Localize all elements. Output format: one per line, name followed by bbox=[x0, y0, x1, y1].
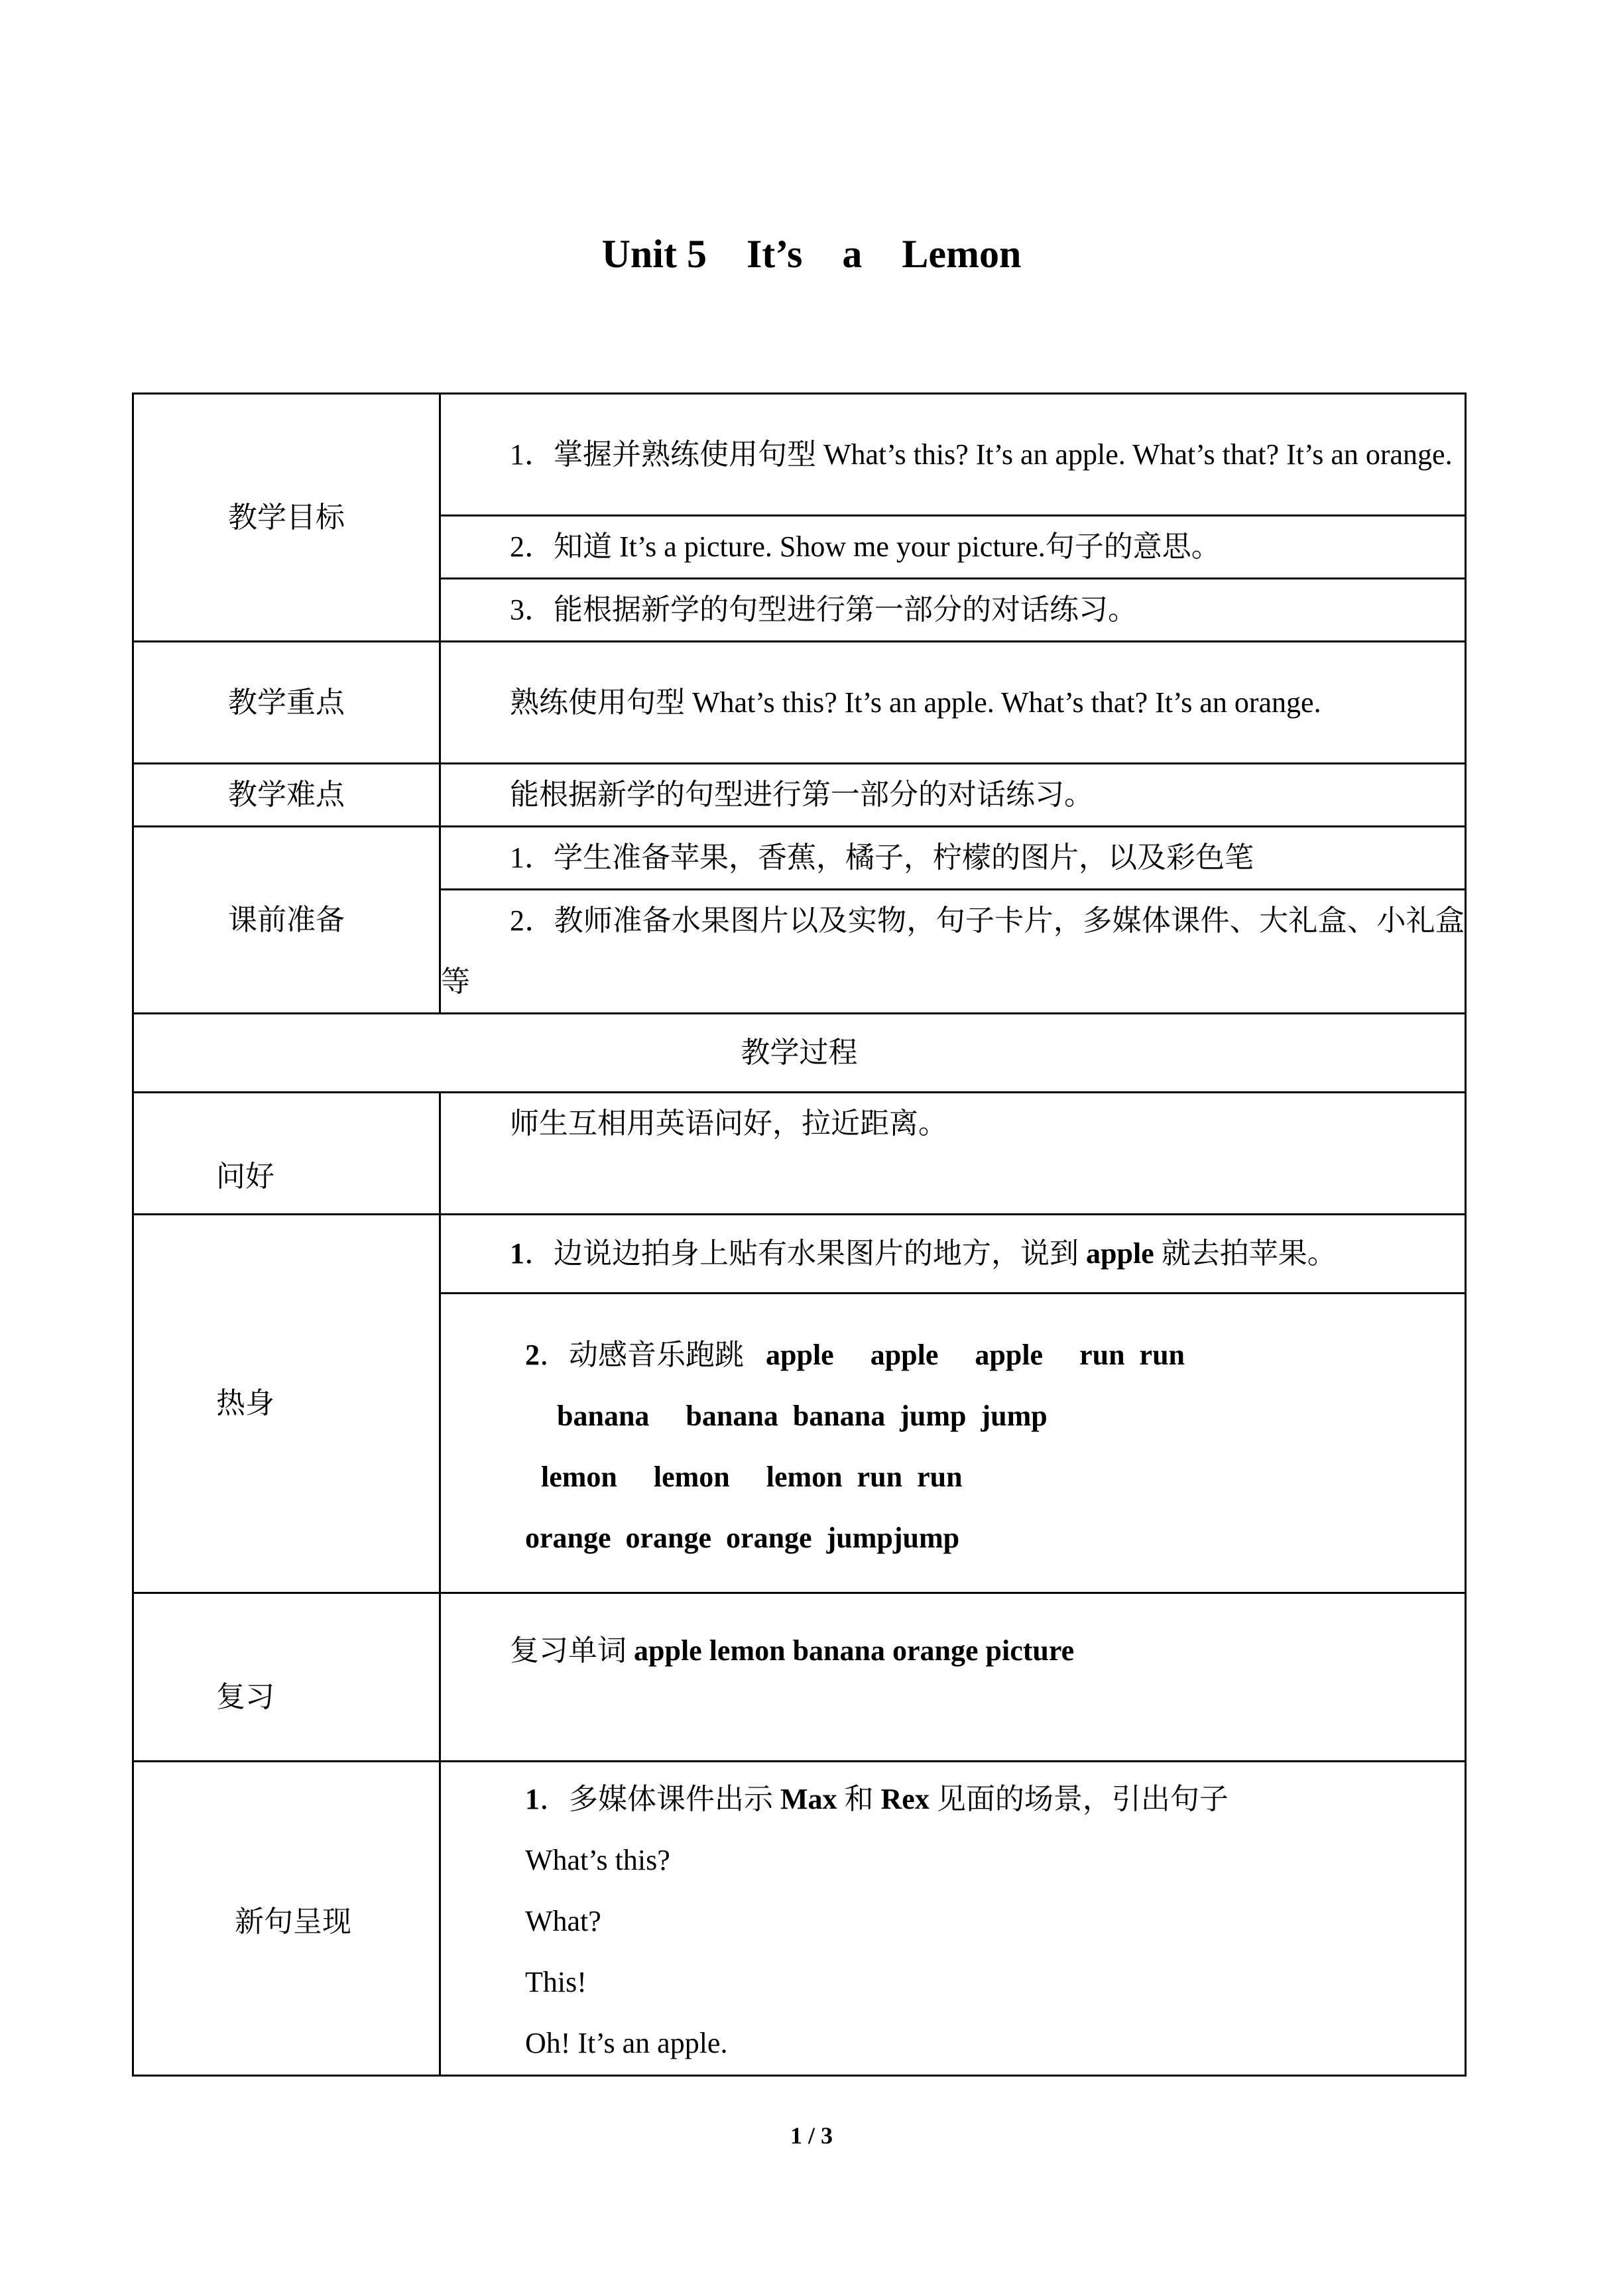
warmup-item-2-text: ．动感音乐跑跳 bbox=[540, 1338, 766, 1371]
chant-lemon: lemon lemon lemon run run bbox=[541, 1460, 963, 1493]
chant-banana: banana banana banana jump jump bbox=[557, 1399, 1048, 1432]
new-sentences-number: 1 bbox=[525, 1783, 540, 1815]
warmup-item-1-end: 就去拍苹果。 bbox=[1154, 1237, 1337, 1270]
lesson-plan-table bbox=[132, 393, 1467, 2077]
warmup-chant-line-1 bbox=[525, 1325, 1465, 1386]
review-words: apple lemon banana orange picture bbox=[634, 1634, 1075, 1667]
warmup-label: 热身 bbox=[133, 1215, 440, 1593]
review-row bbox=[133, 1593, 1466, 1762]
process-header: 教学过程 bbox=[133, 1014, 1466, 1093]
new-sentences-p1: ．多媒体课件出示 bbox=[540, 1783, 780, 1815]
review-label: 复习 bbox=[133, 1593, 440, 1762]
goal-item-3: 3．能根据新学的句型进行第一部分的对话练习。 bbox=[440, 579, 1466, 642]
difficulties-text: 能根据新学的句型进行第一部分的对话练习。 bbox=[440, 764, 1466, 827]
new-sentences-intro bbox=[525, 1769, 1465, 1830]
warmup-item-1-word: apple bbox=[1086, 1237, 1154, 1270]
dialogue-line-3: This! bbox=[525, 1966, 587, 1998]
greeting-label: 问好 bbox=[133, 1093, 440, 1215]
key-points-label: 教学重点 bbox=[133, 642, 440, 764]
key-points-text: 熟练使用句型 What’s this? It’s an apple. What’s that? It’s an orange. bbox=[440, 642, 1466, 764]
warmup-item-2 bbox=[440, 1294, 1466, 1593]
goal-item-1: 1．掌握并熟练使用句型 What’s this? It’s an apple. What’s that? It’s an orange. bbox=[440, 394, 1466, 516]
review-prefix: 复习单词 bbox=[510, 1634, 634, 1667]
document-title: Unit 5 It’s a Lemon bbox=[601, 232, 1022, 276]
warmup-row bbox=[133, 1215, 1466, 1294]
greeting-row bbox=[133, 1093, 1466, 1215]
chant-apple: apple apple apple run run bbox=[766, 1338, 1185, 1371]
dialogue-line-2: What? bbox=[525, 1905, 601, 1937]
chant-orange: orange orange orange jumpjump bbox=[525, 1521, 960, 1554]
new-sentences-p3: 见面的场景，引出句子 bbox=[929, 1783, 1229, 1815]
page-number: 1 / 3 bbox=[790, 2122, 833, 2149]
new-sentences-p2: 和 bbox=[837, 1783, 881, 1815]
warmup-item-1-number: 1 bbox=[510, 1237, 524, 1270]
warmup-item-1 bbox=[440, 1215, 1466, 1294]
warmup-item-1-text: ．边说边拍身上贴有水果图片的地方，说到 bbox=[524, 1237, 1086, 1270]
name-rex: Rex bbox=[880, 1783, 930, 1815]
new-sentences-label: 新句呈现 bbox=[133, 1762, 440, 2076]
review-text bbox=[440, 1593, 1466, 1762]
difficulties-row bbox=[133, 764, 1466, 827]
difficulties-label: 教学难点 bbox=[133, 764, 440, 827]
process-header-row bbox=[133, 1014, 1466, 1093]
key-points-row bbox=[133, 642, 1466, 764]
goal-item-2: 2．知道 It’s a picture. Show me your picture.句子的意思。 bbox=[440, 516, 1466, 579]
greeting-text: 师生互相用英语问好，拉近距离。 bbox=[440, 1093, 1466, 1215]
dialogue-line-4: Oh! It’s an apple. bbox=[525, 2027, 728, 2059]
preparation-item-2: 2．教师准备水果图片以及实物，句子卡片，多媒体课件、大礼盒、小礼盒等 bbox=[440, 890, 1466, 1014]
preparation-label: 课前准备 bbox=[133, 827, 440, 1014]
warmup-item-2-number: 2 bbox=[525, 1338, 540, 1371]
preparation-item-1: 1．学生准备苹果，香蕉，橘子，柠檬的图片，以及彩色笔 bbox=[440, 827, 1466, 890]
preparation-row bbox=[133, 827, 1466, 890]
dialogue-line-1: What’s this? bbox=[525, 1844, 670, 1876]
goals-label: 教学目标 bbox=[133, 394, 440, 642]
new-sentences-row bbox=[133, 1762, 1466, 2076]
name-max: Max bbox=[780, 1783, 837, 1815]
new-sentences-content bbox=[440, 1762, 1466, 2076]
goals-row bbox=[133, 394, 1466, 516]
